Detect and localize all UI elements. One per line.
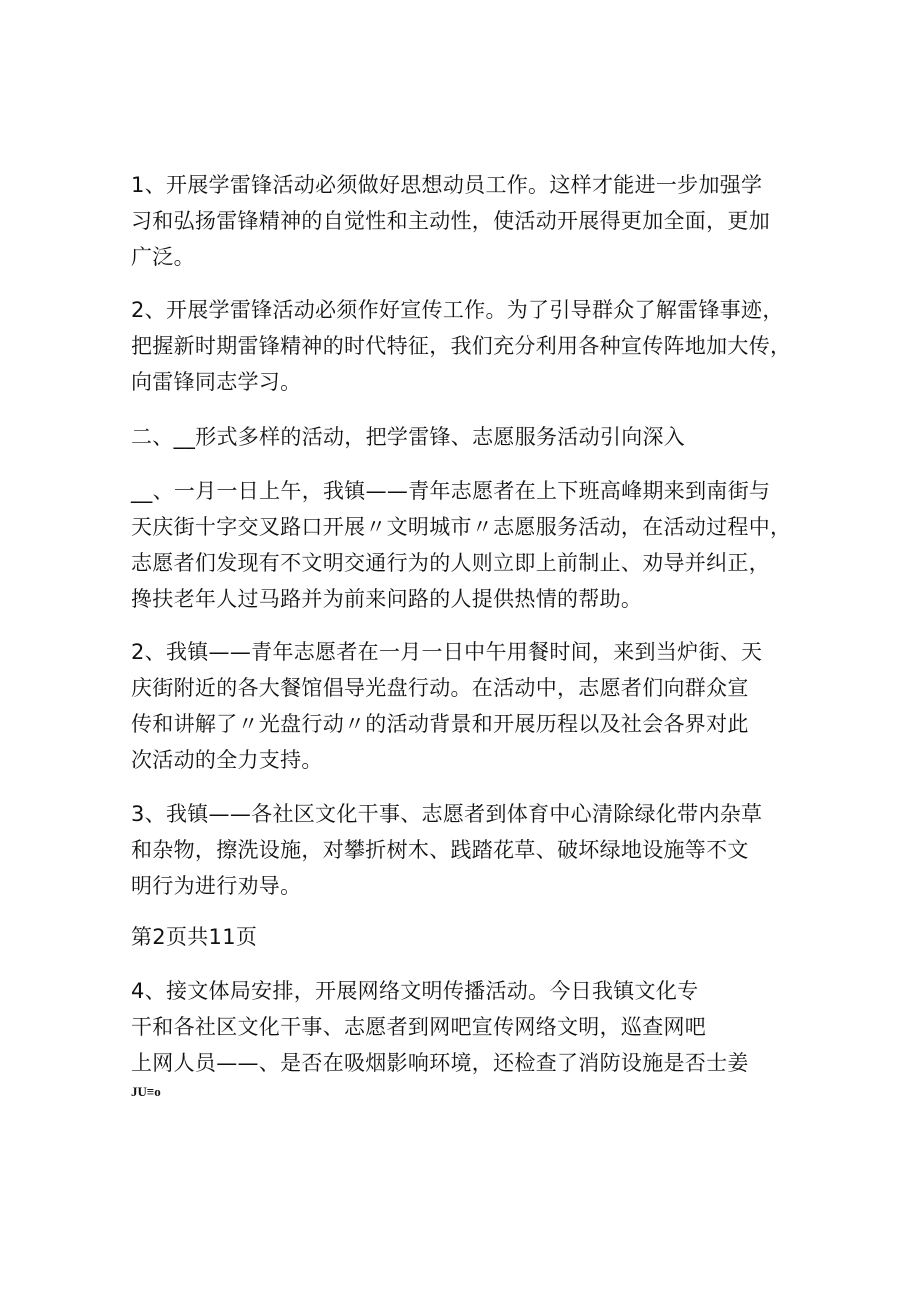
item-1-line-2: 天庆街十字交叉路口开展〃文明城市〃志愿服务活动，在活动过程中， xyxy=(131,515,792,539)
page-number: 第2页共11页 xyxy=(131,925,258,949)
item-4-line-1: 4、接文体局安排，开展网络文明传播活动。今日我镇文化专 xyxy=(131,979,699,1003)
item-1-line-3: 志愿者们发现有不文明交通行为的人则立即上前制止、劝导并纠正， xyxy=(131,551,770,575)
item-4-line-2: 干和各社区文化干事、志愿者到网吧宣传网络文明，巡查网吧 xyxy=(131,1015,707,1039)
section-heading: 二、__形式多样的活动，把学雷锋、志愿服务活动引向深入 xyxy=(131,425,686,449)
item-1-line-4: 搀扶老年人过马路并为前来问路的人提供热情的帮助。 xyxy=(131,587,643,611)
item-2-line-1: 2、我镇——青年志愿者在一月一日中午用餐时间，来到当炉街、天 xyxy=(131,640,763,664)
item-3-line-1: 3、我镇——各社区文化干事、志愿者到体育中心清除绿化带内杂草 xyxy=(131,802,763,826)
item-1-line-1: __、一月一日上午，我镇——青年志愿者在上下班高峰期来到南街与 xyxy=(131,479,771,503)
item-4-line-4-fragment: JU≡o xyxy=(131,1084,161,1099)
paragraph-2-line-2: 把握新时期雷锋精神的时代特征，我们充分利用各种宣传阵地加大传， xyxy=(131,334,792,358)
item-2-line-4: 次活动的全力支持。 xyxy=(131,748,323,772)
paragraph-2-line-3: 向雷锋同志学习。 xyxy=(131,370,302,394)
paragraph-2-line-1: 2、开展学雷锋活动必须作好宣传工作。为了引导群众了解雷锋事迹， xyxy=(131,298,784,322)
paragraph-1-line-1: 1、开展学雷锋活动必须做好思想动员工作。这样才能进一步加强学 xyxy=(131,173,763,197)
item-3-line-3: 明行为进行劝导。 xyxy=(131,874,302,898)
paragraph-1-line-3: 广泛。 xyxy=(131,245,195,269)
item-4-line-3: 上网人员——、是否在吸烟影响环境，还检查了消防设施是否士姜 xyxy=(131,1051,749,1075)
item-2-line-2: 庆街附近的各大餐馆倡导光盘行动。在活动中，志愿者们向群众宣 xyxy=(131,676,749,700)
item-3-line-2: 和杂物，擦洗设施，对攀折树木、践踏花草、破坏绿地设施等不文 xyxy=(131,838,749,862)
item-2-line-3: 传和讲解了〃光盘行动〃的活动背景和开展历程以及社会各界对此 xyxy=(131,712,749,736)
paragraph-1-line-2: 习和弘扬雷锋精神的自觉性和主动性，使活动开展得更加全面，更加 xyxy=(131,209,770,233)
